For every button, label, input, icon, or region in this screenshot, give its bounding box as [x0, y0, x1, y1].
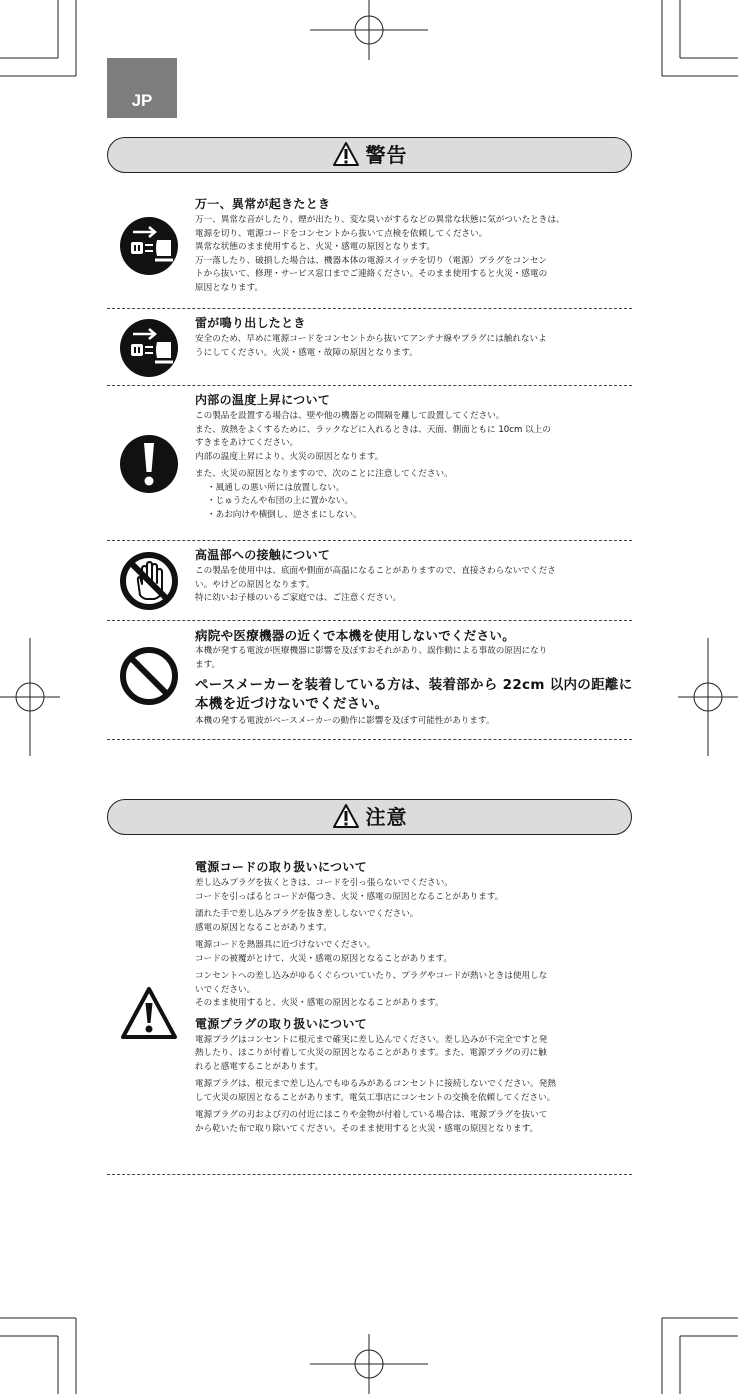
divider: [107, 308, 632, 309]
text-line: 感電の原因となることがあります。: [195, 922, 332, 933]
caution-banner: [107, 799, 632, 835]
no-touch-icon: [119, 551, 179, 611]
text-line: ます。: [195, 659, 221, 670]
text-line: トから抜いて、修理・サービス窓口までご連絡ください。そのまま使用すると火災・感電の: [195, 269, 548, 279]
divider: [107, 620, 632, 621]
text-line: コンセントへの差し込みがゆるくぐらついていたり、プラグやコードが熱いときは使用しな: [195, 971, 548, 981]
text-line: 内部の温度上昇により、火災の原因となります。: [195, 451, 384, 462]
text-line: れると感電することがあります。: [195, 1061, 324, 1072]
pacemaker-heading: ペースメーカーを装着している方は、装着部から 22cm 以内の距離に: [195, 677, 633, 693]
warning-title: 警告: [365, 143, 408, 167]
text-line: 本機が発する電波が医療機器に影響を及ぼすおそれがあり、誤作動による事故の原因になり: [195, 646, 548, 656]
bullet-item: ・じゅうたんや布団の上に置かない。: [207, 496, 354, 506]
text-line: 熱したり、ほこりが付着して火災の原因となることがあります。また、電源プラグの刃に触: [195, 1048, 547, 1058]
section-heading: 病院や医療機器の近くで本機を使用しないでください。: [195, 628, 516, 643]
text-line: 電源プラグの刃および刃の付近にほこりや金物が付着している場合は、電源プラグを抜いて: [195, 1110, 548, 1120]
text-line: また、放熱をよくするために、ラックなどに入れるときは、天面、側面ともに 10cm 以上の: [195, 424, 551, 435]
bullet-item: ・風通しの悪い所には放置しない。: [207, 482, 345, 493]
unplug-icon: [119, 216, 179, 276]
text-line: 安全のため、早めに電源コードをコンセントから抜いてアンテナ線やプラグには触れないよ: [195, 334, 547, 344]
caution-triangle-icon: [332, 803, 360, 829]
divider: [107, 540, 632, 541]
section-heading: 電源プラグの取り扱いについて: [195, 1016, 367, 1031]
text-line: い。やけどの原因となります。: [195, 579, 315, 590]
section-heading: 内部の温度上昇について: [195, 393, 331, 407]
text-line: そのまま使用すると、火災・感電の原因となることがあります。: [195, 998, 444, 1008]
text-line: から乾いた布で取り除いてください。そのまま使用すると火災・感電の原因となります。: [195, 1123, 539, 1134]
text-line: すきまをあけてください。: [195, 438, 299, 448]
text-line: この製品を設置する場合は、壁や他の機器との間隔を離して設置してください。: [195, 411, 505, 421]
prohibition-icon: [119, 646, 179, 706]
text-line: 万一落したり、破損した場合は、機器本体の電源スイッチを切り（電源）プラグをコンセン: [195, 255, 548, 266]
divider: [107, 1174, 632, 1175]
section-heading: 雷が鳴り出したとき: [195, 316, 306, 330]
pacemaker-heading: 本機を近づけないでください。: [195, 696, 389, 712]
text-line: また、火災の原因となりますので、次のことに注意してください。: [195, 469, 453, 479]
text-line: 万一、異常な音がしたり、煙が出たり、変な臭いがするなどの異常な状態に気がついたときは、: [195, 215, 565, 225]
text-line: 本機の発する電波がペースメーカーの動作に影響を及ぼす可能性があります。: [195, 716, 495, 726]
divider: [107, 739, 632, 740]
text-line: 電源を切り、電源コードをコンセントから抜いて点検を依頼してください。: [195, 228, 488, 239]
section-heading: 万一、異常が起きたとき: [195, 197, 331, 211]
text-line: 差し込みプラグを抜くときは、コードを引っ張らないでください。: [195, 878, 453, 888]
text-line: いでください。: [195, 984, 256, 995]
text-line: して火災の原因となることがあります。電気工事店にコンセントの交換を依頼してください。: [195, 1092, 556, 1103]
language-label: JP: [131, 91, 153, 110]
caution-title: 注意: [365, 805, 408, 829]
text-line: 濡れた手で差し込みプラグを抜き差ししないでください。: [195, 909, 419, 919]
warning-banner: [107, 137, 632, 173]
warning-triangle-icon: [332, 141, 360, 167]
text-line: コードを引っぱるとコードが傷つき、火災・感電の原因となることがあります。: [195, 891, 504, 902]
text-line: コードの被覆がとけて、火災・感電の原因となることがあります。: [195, 953, 452, 964]
bullet-item: ・あお向けや横倒し、逆さまにしない。: [207, 509, 362, 520]
text-line: 原因となります。: [195, 282, 264, 293]
text-line: 電源プラグは、根元まで差し込んでもゆるみがあるコンセントに接続しないでください。発熱: [195, 1079, 556, 1089]
section-heading: 電源コードの取り扱いについて: [195, 860, 367, 874]
language-tab: [107, 58, 177, 118]
text-line: 特に幼いお子様のいるご家庭では、ご注意ください。: [195, 593, 402, 603]
text-line: 電源プラグはコンセントに根元まで確実に差し込んでください。差し込みが不完全ですと発: [195, 1034, 548, 1045]
section-heading: 高温部への接触について: [195, 548, 331, 562]
text-line: うにしてください。火災・感電・故障の原因となります。: [195, 347, 418, 358]
text-line: 電源コードを熱器具に近づけないでください。: [195, 940, 376, 950]
caution-triangle-icon: [119, 985, 179, 1041]
text-line: 異常な状態のまま使用すると、火災・感電の原因となります。: [195, 242, 435, 252]
exclamation-icon: [119, 434, 179, 494]
text-line: この製品を使用中は、底面や側面が高温になることがありますので、直接さわらないでくださ: [195, 566, 556, 576]
unplug-icon: [119, 318, 179, 378]
divider: [107, 385, 632, 386]
